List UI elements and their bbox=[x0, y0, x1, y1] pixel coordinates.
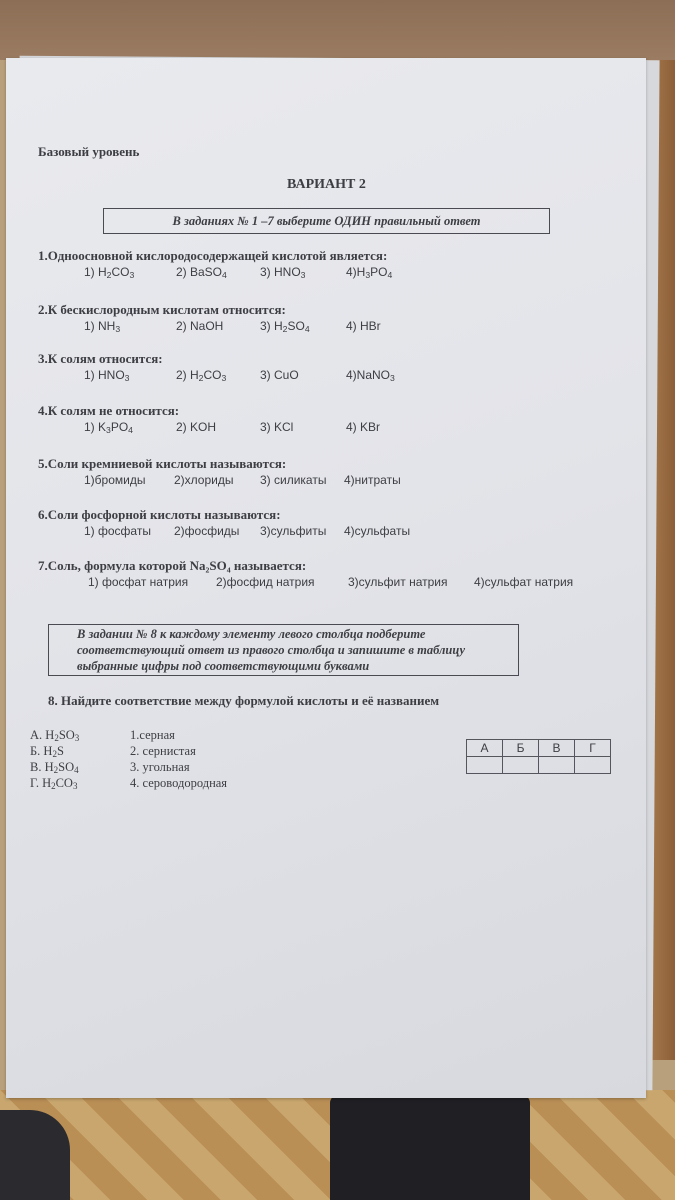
question-3-option-4[interactable]: 4)NaNO$_3$ bbox=[346, 368, 395, 383]
question-3-option-3[interactable]: 3) CuO bbox=[260, 368, 299, 382]
match-right-item: 4. сероводородная bbox=[130, 776, 228, 790]
question-3-option-2[interactable]: 2) $H_2CO_3$ bbox=[176, 368, 227, 383]
question-2-option-2[interactable]: 2) NaOH bbox=[176, 319, 224, 333]
question-1-option-4[interactable]: $4)H_3PO_4$ bbox=[346, 265, 393, 280]
question-5-option-2[interactable]: 2)хлориды bbox=[174, 473, 234, 487]
answer-table-header: Б bbox=[503, 740, 539, 757]
worksheet-page bbox=[6, 58, 646, 1098]
question-6-option-1[interactable]: 1) фосфаты bbox=[84, 524, 151, 538]
answer-table-cell[interactable] bbox=[575, 757, 611, 774]
question-4-option-3[interactable]: 3) KCl bbox=[260, 420, 294, 434]
answer-table-cell[interactable] bbox=[503, 757, 539, 774]
question-1-option-3[interactable]: 3) $HNO_3$ bbox=[260, 265, 306, 280]
match-left-item: В. $H_2SO_4$ bbox=[30, 760, 79, 775]
instruction-box-2 bbox=[48, 624, 519, 676]
question-2-option-4[interactable]: 4) HBr bbox=[346, 319, 381, 333]
question-5-option-1[interactable]: 1)бромиды bbox=[84, 473, 146, 487]
question-5-option-3[interactable]: 3) силикаты bbox=[260, 473, 327, 487]
question-8-text: 8. Найдите соответствие между формулой кислоты и её названием bbox=[48, 693, 440, 708]
question-5-option-4[interactable]: 4)нитраты bbox=[344, 473, 401, 487]
dark-object bbox=[330, 1095, 530, 1200]
variant-title: ВАРИАНТ 2 bbox=[287, 177, 366, 192]
instruction-text-1: В заданиях № 1 –7 выберите ОДИН правильный ответ bbox=[172, 214, 481, 228]
instruction-text-2: В задании № 8 к каждому элементу левого столбца подберите соответствующий ответ из правого столбца и запишите в таблицу выбранные цифры под соответствующими буквами bbox=[77, 627, 466, 673]
answer-table-cell[interactable] bbox=[539, 757, 575, 774]
match-left-column bbox=[30, 727, 79, 791]
question-3-text: 3.К солям относится: bbox=[38, 351, 163, 366]
answer-table-header: В bbox=[539, 740, 575, 757]
answer-table-cell[interactable] bbox=[467, 757, 503, 774]
answer-table-wrap bbox=[466, 739, 611, 774]
match-right-item: 2. сернистая bbox=[130, 744, 196, 758]
match-right-item: 3. угольная bbox=[130, 760, 190, 774]
answer-table bbox=[466, 739, 611, 774]
match-right-item: 1.серная bbox=[130, 728, 175, 742]
question-7-option-3[interactable]: 3)сульфит натрия bbox=[348, 575, 448, 589]
answer-table-header: Г bbox=[575, 740, 611, 757]
match-left-item: Г. $H_2CO_3$ bbox=[30, 776, 78, 791]
level-heading: Базовый уровень bbox=[38, 144, 140, 159]
table-surface bbox=[0, 0, 675, 60]
question-1-text: 1.Одноосновной кислородосодержащей кислотой является: bbox=[38, 248, 388, 263]
question-6-option-2[interactable]: 2)фосфиды bbox=[174, 524, 240, 538]
question-1-option-2[interactable]: 2) BaSO$_4$ bbox=[176, 265, 227, 280]
question-4-option-2[interactable]: 2) KOH bbox=[176, 420, 217, 434]
answer-table-header: А bbox=[467, 740, 503, 757]
question-6-text: 6.Соли фосфорной кислоты называются: bbox=[38, 507, 281, 522]
question-4-text: 4.К солям не относится: bbox=[38, 403, 180, 418]
question-5-text: 5.Соли кремниевой кислоты называются: bbox=[38, 456, 287, 471]
question-1-option-1[interactable]: 1) $H_2CO_3$ bbox=[84, 265, 135, 280]
question-7-option-1[interactable]: 1) фосфат натрия bbox=[88, 575, 189, 589]
question-7-option-2[interactable]: 2)фосфид натрия bbox=[216, 575, 315, 589]
question-2-option-3[interactable]: 3) $H_2SO_4$ bbox=[260, 319, 310, 334]
dark-object-left bbox=[0, 1110, 70, 1200]
question-2-text: 2.К бескислородным кислотам относится: bbox=[38, 302, 286, 317]
match-left-item: Б. $H_2S$ bbox=[30, 744, 64, 759]
question-7-text: 7.Соль, формула которой Na₂SO₄ называется: bbox=[38, 558, 307, 573]
question-4-option-1[interactable]: 1) $K_3PO_4$ bbox=[84, 420, 133, 435]
match-right-column bbox=[130, 727, 227, 791]
question-4-option-4[interactable]: 4) KBr bbox=[346, 420, 381, 434]
question-7-option-4[interactable]: 4)сульфат натрия bbox=[474, 575, 574, 589]
question-3-option-1[interactable]: 1) $HNO_3$ bbox=[84, 368, 130, 383]
question-6-option-3[interactable]: 3)сульфиты bbox=[260, 524, 327, 538]
instruction-box-1 bbox=[103, 208, 550, 234]
match-left-item: А. $H_2SO_3$ bbox=[30, 728, 80, 743]
question-2-option-1[interactable]: 1) $NH_3$ bbox=[84, 319, 121, 334]
question-6-option-4[interactable]: 4)сульфаты bbox=[344, 524, 411, 538]
